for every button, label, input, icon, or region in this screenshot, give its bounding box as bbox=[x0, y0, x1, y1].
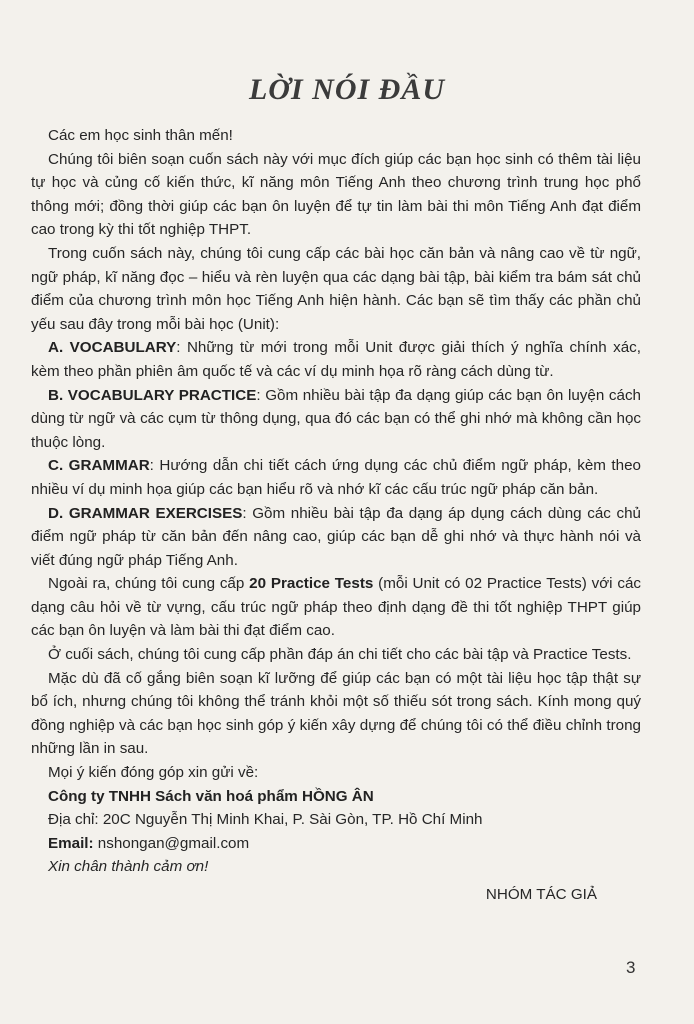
company-name-text: Công ty TNHH Sách văn hoá phẩm HỒNG ÂN bbox=[48, 787, 374, 805]
section-text: : Hướng dẫn chi tiết cách ứng dụng các chủ điểm ngữ pháp, kèm theo nhiều ví dụ minh họa giúp các bạn hiểu rõ và nhớ kĩ các cấu trúc ngữ pháp căn bản. bbox=[31, 457, 641, 498]
feedback-line: Mọi ý kiến đóng góp xin gửi về: bbox=[48, 764, 259, 782]
document-body bbox=[31, 124, 641, 907]
greeting: Các em học sinh thân mến! bbox=[48, 127, 233, 144]
intro-paragraph: Chúng tôi biên soạn cuốn sách này với mục đích giúp các bạn học sinh có thêm tài liệu tự học và củng cố kiến thức, kĩ năng môn Tiếng Anh theo chương trình trung học phổ thông mới; đồng thời giúp các bạn ôn luyện để tự tin làm bài thi môn Tiếng Anh đạt điểm cao trong kỳ thi tốt nghiệp THPT. bbox=[31, 150, 641, 239]
section-grammar-exercises bbox=[31, 502, 641, 573]
practice-text-before: Ngoài ra, chúng tôi cung cấp bbox=[48, 575, 250, 593]
section-heading: A. VOCABULARY bbox=[48, 339, 177, 357]
email-line bbox=[31, 832, 641, 856]
section-heading: B. VOCABULARY PRACTICE bbox=[48, 386, 257, 404]
address-line: Địa chỉ: 20C Nguyễn Thị Minh Khai, P. Sài Gòn, TP. Hồ Chí Minh bbox=[48, 811, 483, 829]
content-intro-paragraph: Trong cuốn sách này, chúng tôi cung cấp các bài học căn bản và nâng cao về từ ngữ, ngữ pháp, kĩ năng đọc – hiểu và rèn luyện qua các dạng bài tập, bài kiểm tra bám sát chủ điểm của chương trình môn học Tiếng Anh hiện hành. Các bạn sẽ tìm thấy các phần chủ yếu sau đây trong mỗi bài học (Unit): bbox=[31, 244, 641, 333]
section-heading: D. GRAMMAR EXERCISES bbox=[48, 504, 243, 522]
section-text: : Gồm nhiều bài tập đa dạng giúp các bạn ôn luyện cách dùng từ ngữ và các cụm từ thông dụng, qua đó các bạn có thể ghi nhớ mà không cần học thuộc lòng. bbox=[31, 386, 641, 451]
section-heading: C. GRAMMAR bbox=[48, 457, 150, 475]
section-text: : Những từ mới trong mỗi Unit được giải thích ý nghĩa chính xác, kèm theo phần phiên âm quốc tế và các ví dụ minh họa rõ ràng cách dùng từ. bbox=[31, 339, 641, 380]
practice-tests-paragraph bbox=[31, 572, 641, 643]
practice-tests-count: 20 Practice Tests bbox=[249, 575, 374, 593]
signature: NHÓM TÁC GIẢ bbox=[485, 886, 597, 903]
page-number: 3 bbox=[626, 958, 636, 977]
page-title: LỜI NÓI ĐẦU bbox=[248, 73, 445, 106]
practice-text-after: (mỗi Unit có 02 Practice Tests) với các dạng câu hỏi về từ vựng, cấu trúc ngữ pháp theo định dạng đề thi tốt nghiệp THPT giúp các bạn ôn luyện và làm bài thi đạt điểm cao. bbox=[31, 575, 641, 640]
thanks-line bbox=[31, 855, 641, 879]
thanks-text: Xin chân thành cảm ơn! bbox=[48, 858, 209, 876]
section-grammar bbox=[31, 454, 641, 501]
section-vocabulary-practice bbox=[31, 384, 641, 455]
company-name bbox=[31, 785, 641, 809]
section-text: : Gồm nhiều bài tập đa dạng áp dụng cách dùng các chủ điểm ngữ pháp từ căn bản đến nâng cao, giúp các bạn dễ ghi nhớ và thực hành nói và viết đúng ngữ pháp Tiếng Anh. bbox=[31, 504, 641, 569]
answers-paragraph: Ở cuối sách, chúng tôi cung cấp phần đáp án chi tiết cho các bài tập và Practice Tests. bbox=[48, 646, 632, 664]
email-address: nshongan@gmail.com bbox=[93, 834, 250, 852]
apology-paragraph: Mặc dù đã cố gắng biên soạn kĩ lưỡng để giúp các bạn có một tài liệu học tập thật sự bổ ích, nhưng chúng tôi không thể tránh khỏi một số thiếu sót trong sách. Kính mong quý đồng nghiệp và các bạn học sinh góp ý kiến xây dựng để chúng tôi có thể điều chỉnh trong những lần in sau. bbox=[31, 669, 641, 758]
email-label: Email: bbox=[48, 834, 94, 852]
section-vocabulary bbox=[31, 336, 641, 383]
